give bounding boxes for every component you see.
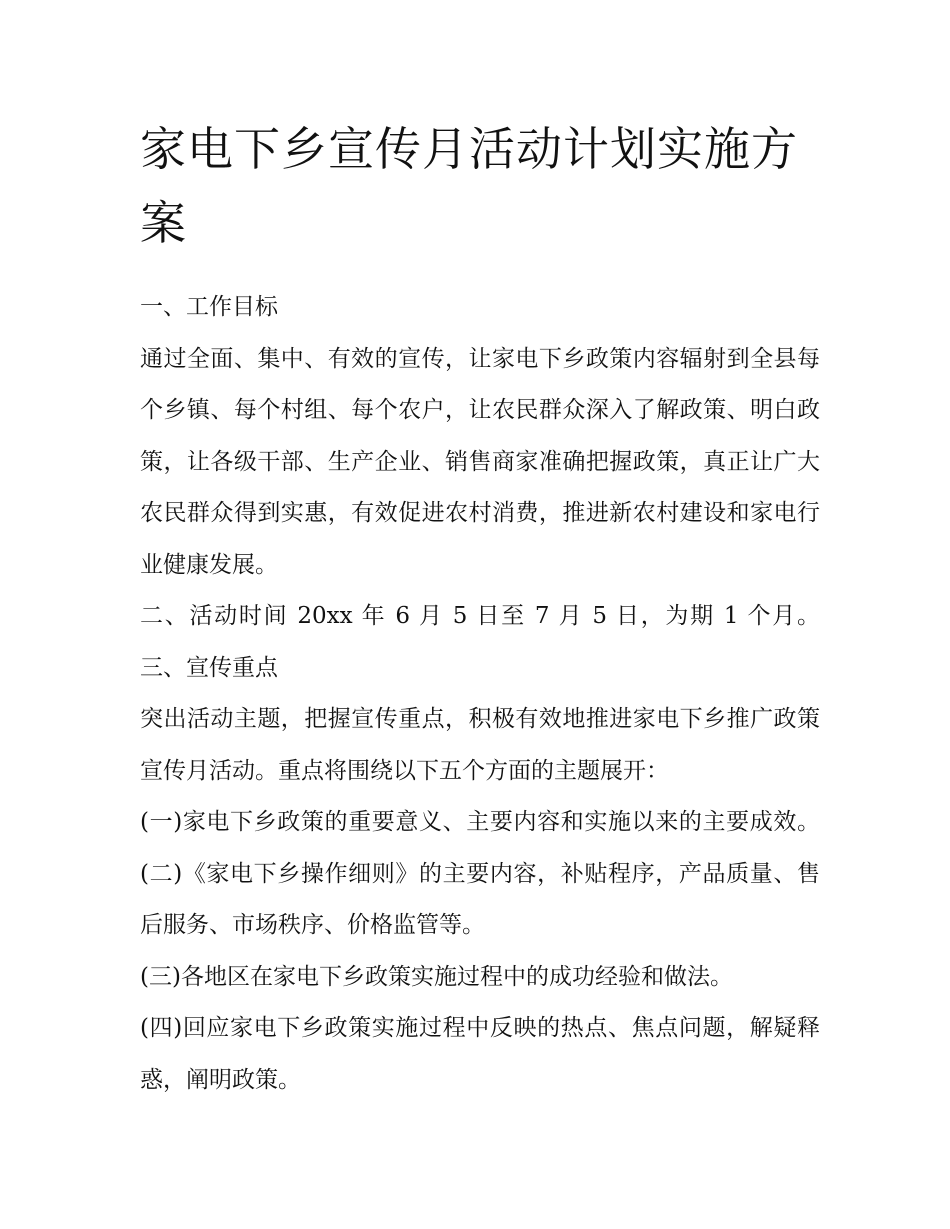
paragraph-goals: 通过全面、集中、有效的宣传，让家电下乡政策内容辐射到全县每个乡镇、每个村组、每个农户，让农民群众深入了解政策、明白政策，让各级干部、生产企业、销售商家准确把握政策，真正让广大农民群众得到实惠，有效促进农村消费，推进新农村建设和家电行业健康发展。 xyxy=(140,345,820,578)
document-page xyxy=(140,112,820,1106)
paragraph-publicity-focus: 突出活动主题，把握宣传重点，积极有效地推进家电下乡推广政策宣传月活动。重点将围绕以下五个方面的主题展开： xyxy=(140,706,820,784)
document-body xyxy=(140,282,820,1106)
list-item-three: (三)各地区在家电下乡政策实施过程中的成功经验和做法。 xyxy=(140,963,733,990)
list-item-four: (四)回应家电下乡政策实施过程中反映的热点、焦点问题，解疑释惑，阐明政策。 xyxy=(140,1015,820,1093)
document-title: 家电下乡宣传月活动计划实施方案 xyxy=(140,122,798,250)
section-heading-goals: 一、工作目标 xyxy=(140,294,278,320)
list-item-one-two: (一)家电下乡政策的重要意义、主要内容和实施以来的主要成效。 (二)《家电下乡操作细则》的主要内容，补贴程序，产品质量、售后服务、市场秩序、价格监管等。 xyxy=(140,809,820,938)
paragraph-activity-time: 二、活动时间 20xx 年 6 月 5 日至 7 月 5 日，为期 1 个月。 三、宣传重点 xyxy=(140,603,820,681)
